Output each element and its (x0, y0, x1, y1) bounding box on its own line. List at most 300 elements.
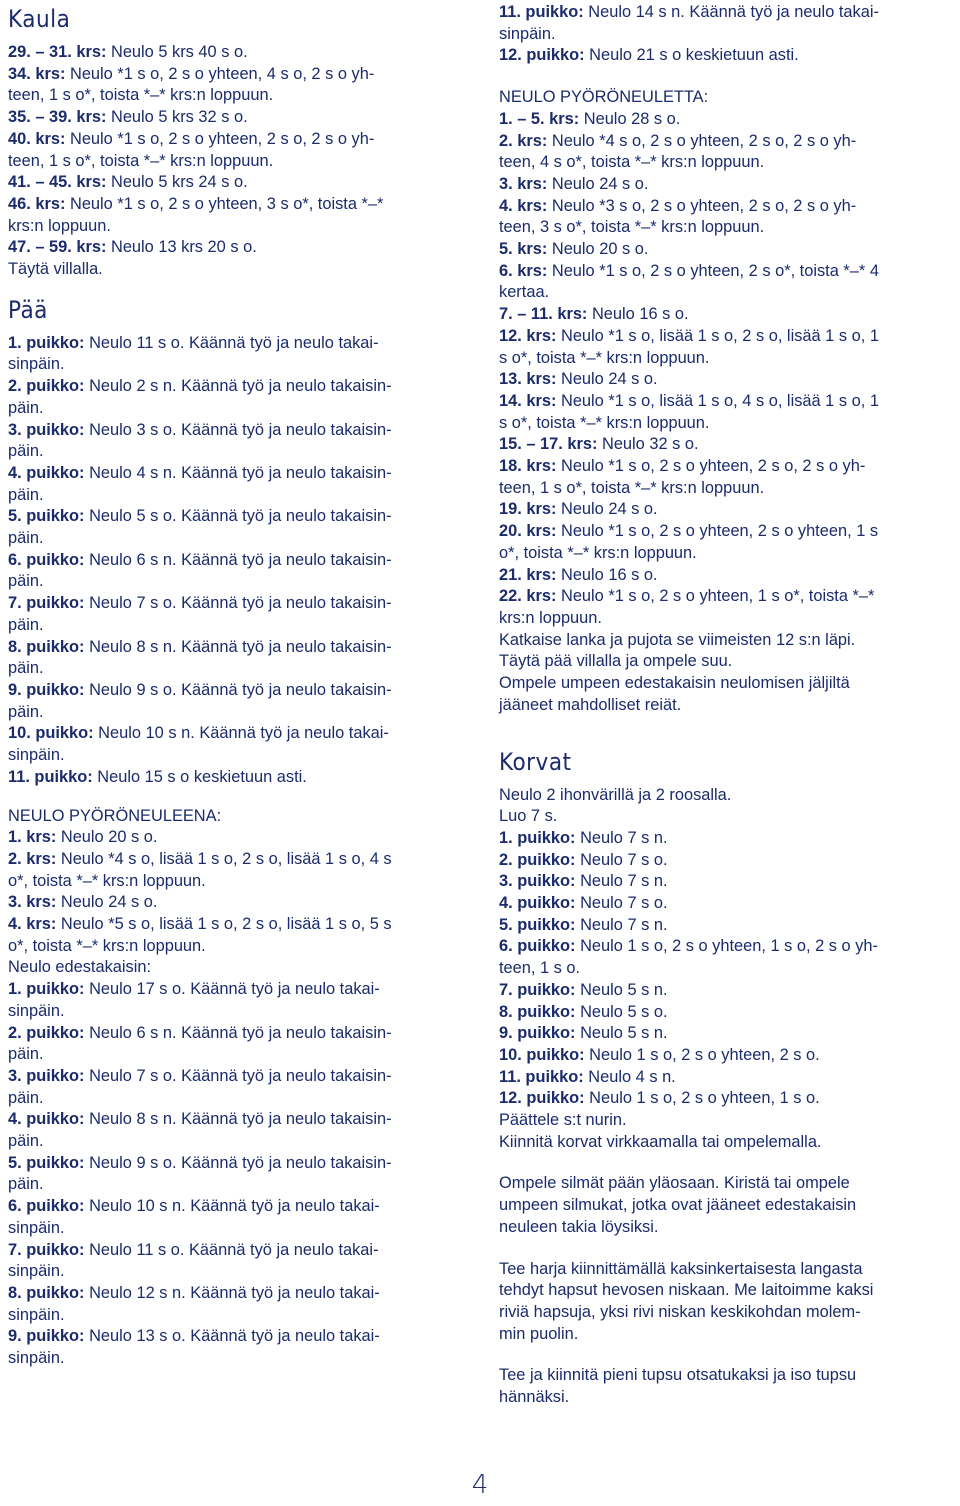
instruction-line (8, 194, 464, 216)
step-text: päin. (8, 442, 44, 461)
instruction-line (499, 304, 955, 326)
instruction-line (8, 506, 464, 528)
step-label: 15. – 17. krs: (499, 435, 598, 454)
step-text: sinpäin. (8, 355, 65, 374)
instruction-line (8, 658, 464, 680)
instruction-line (499, 499, 955, 521)
instruction-line (499, 2, 955, 24)
instruction-line (499, 565, 955, 587)
step-label: 3. puikko: (499, 872, 576, 891)
step-label: 14. krs: (499, 391, 557, 410)
instruction-line (499, 217, 955, 239)
step-label: 1. puikko: (8, 980, 85, 999)
instruction-line (499, 1067, 955, 1089)
step-label: 35. – 39. krs: (8, 108, 107, 127)
instruction-line (499, 131, 955, 153)
instruction-line (8, 827, 464, 849)
instruction-line (499, 239, 955, 261)
instruction-line (499, 651, 955, 673)
instruction-line (499, 915, 955, 937)
section (499, 2, 955, 67)
step-text: Neulo 6 s n. Käännä työ ja neulo takaisin- (84, 550, 392, 569)
instruction-line (499, 413, 955, 435)
instruction-line (499, 543, 955, 565)
instruction-line (499, 1045, 955, 1067)
step-label: 5. puikko: (8, 1153, 85, 1172)
step-text: Neulo 5 s n. (575, 1024, 668, 1043)
step-text: Ompele silmät pään yläosaan. Kiristä tai ompele (499, 1174, 850, 1193)
instruction-line (499, 958, 955, 980)
step-text: päin. (8, 1045, 44, 1064)
step-text: päin. (8, 615, 44, 634)
step-text: päin. (8, 659, 44, 678)
step-text: päin. (8, 1088, 44, 1107)
instruction-line (8, 237, 464, 259)
step-text: Neulo 32 s o. (597, 435, 699, 454)
instruction-line (8, 528, 464, 550)
step-text: Neulo 5 s n. (575, 980, 668, 999)
step-text: o*, toista *–* krs:n loppuun. (8, 936, 206, 955)
step-text: Neulo *4 s o, lisää 1 s o, 2 s o, lisää 1 s o, 4 s (56, 849, 392, 868)
instruction-line (499, 1365, 955, 1387)
instruction-line (8, 333, 464, 355)
step-label: 3. puikko: (8, 1066, 85, 1085)
step-text: Neulo 5 s o. Käännä työ ja neulo takaisin- (84, 507, 392, 526)
step-label: 6. puikko: (8, 550, 85, 569)
instruction-line (8, 216, 464, 238)
step-text: Neulo 9 s o. Käännä työ ja neulo takaisin- (84, 1153, 392, 1172)
step-text: o*, toista *–* krs:n loppuun. (8, 871, 206, 890)
step-label: 9. puikko: (8, 1327, 85, 1346)
step-text: Neulo 5 krs 32 s o. (106, 108, 248, 127)
step-text: s o*, toista *–* krs:n loppuun. (499, 413, 710, 432)
section (499, 1365, 955, 1408)
step-label: 3. krs: (499, 174, 548, 193)
instruction-line (499, 24, 955, 46)
step-text: Neulo *1 s o, 2 s o yhteen, 1 s o*, toista *–* (556, 587, 875, 606)
step-text: Neulo 7 s n. (575, 828, 668, 847)
step-label: 9. puikko: (8, 680, 85, 699)
step-text: Neulo 3 s o. Käännä työ ja neulo takaisin- (84, 420, 392, 439)
step-label: 13. krs: (499, 370, 557, 389)
step-label: 12. puikko: (499, 46, 585, 65)
instruction-line (8, 259, 464, 281)
section-heading: Kaula (8, 5, 71, 33)
step-text: Neulo *1 s o, lisää 1 s o, 2 s o, lisää 1 s o, 1 (556, 326, 879, 345)
instruction-line (8, 1109, 464, 1131)
instruction-line (499, 521, 955, 543)
step-text: krs:n loppuun. (8, 216, 111, 235)
step-text: Neulo *1 s o, lisää 1 s o, 4 s o, lisää 1 s o, 1 (556, 391, 879, 410)
step-label: 47. – 59. krs: (8, 238, 107, 257)
instruction-line (8, 354, 464, 376)
step-text: Neulo 17 s o. Käännä työ ja neulo takai- (84, 980, 380, 999)
step-label: 12. puikko: (499, 1089, 585, 1108)
instruction-line (499, 1324, 955, 1346)
step-label: 41. – 45. krs: (8, 173, 107, 192)
instruction-line (8, 745, 464, 767)
instruction-line (8, 64, 464, 86)
step-text: Kiinnitä korvat virkkaamalla tai ompelemalla. (499, 1132, 822, 1151)
step-label: 2. krs: (8, 849, 57, 868)
step-label: 1. puikko: (8, 333, 85, 352)
instruction-line (8, 767, 464, 789)
step-label: 4. krs: (499, 196, 548, 215)
instruction-line (499, 391, 955, 413)
step-label: 10. puikko: (8, 724, 94, 743)
step-text: krs:n loppuun. (499, 608, 602, 627)
step-text: Neulo 28 s o. (579, 109, 681, 128)
section-subheading: NEULO PYÖRÖNEULETTA: (499, 88, 709, 107)
step-text: Neulo 2 ihonvärillä ja 2 roosalla. (499, 785, 732, 804)
page-number: 4 (471, 1470, 489, 1500)
instruction-line (499, 608, 955, 630)
instruction-line (499, 1217, 955, 1239)
step-text: Luo 7 s. (499, 807, 558, 826)
step-text: Neulo *3 s o, 2 s o yhteen, 2 s o, 2 s o yh- (547, 196, 857, 215)
instruction-line (499, 348, 955, 370)
step-text: Neulo 7 s o. (575, 850, 668, 869)
step-text: Neulo *1 s o, 2 s o yhteen, 2 s o*, toista *–* 4 (547, 261, 879, 280)
step-text: Neulo *5 s o, lisää 1 s o, 2 s o, lisää 1 s o, 5 s (56, 915, 392, 934)
instruction-line (8, 914, 464, 936)
step-text: sinpäin. (499, 24, 556, 43)
step-text: Neulo 24 s o. (556, 370, 658, 389)
section (499, 1259, 955, 1346)
step-label: 2. krs: (499, 131, 548, 150)
instruction-line (499, 261, 955, 283)
step-label: 7. puikko: (8, 594, 85, 613)
instruction-line (8, 1088, 464, 1110)
step-text: riviä hapsuja, yksi rivi niskan keskikohdan molem- (499, 1302, 861, 1321)
instruction-line (8, 85, 464, 107)
section-heading: Korvat (499, 747, 572, 776)
step-text: Neulo 11 s o. Käännä työ ja neulo takai- (84, 333, 379, 352)
step-text: päin. (8, 529, 44, 548)
instruction-line (8, 1066, 464, 1088)
step-label: 5. krs: (499, 240, 548, 259)
step-text: päin. (8, 398, 44, 417)
instruction-line (8, 1131, 464, 1153)
step-text: Neulo 20 s o. (56, 828, 158, 847)
instruction-line (499, 1173, 955, 1195)
instruction-line (499, 586, 955, 608)
step-label: 8. puikko: (8, 1283, 85, 1302)
step-text: Neulo 11 s o. Käännä työ ja neulo takai- (84, 1240, 379, 1259)
instruction-line (499, 434, 955, 456)
instruction-line (499, 326, 955, 348)
instruction-line (8, 1001, 464, 1023)
step-text: Neulo 5 krs 24 s o. (106, 173, 248, 192)
instruction-line (499, 828, 955, 850)
step-label: 6. krs: (499, 261, 548, 280)
step-text: Neulo 12 s n. Käännä työ ja neulo takai- (84, 1283, 380, 1302)
instruction-line (8, 376, 464, 398)
instruction-line (8, 172, 464, 194)
instruction-line (499, 1023, 955, 1045)
step-text: Neulo 7 s o. (575, 894, 668, 913)
step-text: Neulo 21 s o keskietuun asti. (584, 46, 799, 65)
step-text: Neulo 4 s n. Käännä työ ja neulo takaisin- (84, 463, 392, 482)
section (499, 1173, 955, 1238)
step-label: 4. krs: (8, 915, 57, 934)
section (499, 87, 955, 716)
step-text: Neulo 2 s n. Käännä työ ja neulo takaisin- (84, 377, 392, 396)
section-heading: Pää (8, 295, 48, 324)
step-label: 19. krs: (499, 500, 557, 519)
step-label: 1. – 5. krs: (499, 109, 580, 128)
step-label: 4. puikko: (8, 1110, 85, 1129)
section (8, 4, 464, 281)
instruction-line (499, 1280, 955, 1302)
instruction-line (8, 849, 464, 871)
instruction-line (499, 1002, 955, 1024)
instruction-line (8, 1348, 464, 1370)
step-text: Neulo 5 krs 40 s o. (106, 43, 248, 61)
step-label: 4. puikko: (8, 463, 85, 482)
step-text: teen, 1 s o*, toista *–* krs:n loppuun. (8, 86, 274, 105)
step-text: päin. (8, 1132, 44, 1151)
step-text: min puolin. (499, 1324, 579, 1343)
step-text: s o*, toista *–* krs:n loppuun. (499, 348, 710, 367)
instruction-line (8, 1326, 464, 1348)
step-label: 34. krs: (8, 64, 66, 83)
instruction-line (499, 1088, 955, 1110)
instruction-line (8, 1023, 464, 1045)
instruction-line (8, 1261, 464, 1283)
instruction-line (499, 980, 955, 1002)
step-text: päin. (8, 1175, 44, 1194)
instruction-line (499, 1259, 955, 1281)
instruction-line (8, 936, 464, 958)
step-text: Ompele umpeen edestakaisin neulomisen jäljiltä (499, 674, 850, 693)
step-text: Neulo 24 s o. (547, 174, 649, 193)
step-text: kertaa. (499, 283, 550, 302)
step-text: o*, toista *–* krs:n loppuun. (499, 543, 697, 562)
step-text: Neulo 7 s o. Käännä työ ja neulo takaisin- (84, 594, 392, 613)
instruction-line (8, 550, 464, 572)
instruction-line (499, 893, 955, 915)
instruction-line (499, 456, 955, 478)
step-text: päin. (8, 572, 44, 591)
step-text: Neulo 6 s n. Käännä työ ja neulo takaisin- (84, 1023, 392, 1042)
instruction-line (499, 1302, 955, 1324)
step-label: 46. krs: (8, 194, 66, 213)
step-text: Neulo *4 s o, 2 s o yhteen, 2 s o, 2 s o yh- (547, 131, 857, 150)
instruction-line (499, 785, 955, 807)
step-text: teen, 4 s o*, toista *–* krs:n loppuun. (499, 153, 765, 172)
instruction-line (8, 485, 464, 507)
step-text: teen, 3 s o*, toista *–* krs:n loppuun. (499, 218, 765, 237)
section (8, 295, 464, 789)
step-text: Tee harja kiinnittämällä kaksinkertaisesta langasta (499, 1259, 863, 1278)
instruction-line (8, 1044, 464, 1066)
instruction-line (499, 1110, 955, 1132)
step-text: Neulo 4 s n. (583, 1067, 676, 1086)
step-text: teen, 1 s o*, toista *–* krs:n loppuun. (8, 151, 274, 170)
step-text: Katkaise lanka ja pujota se viimeisten 12 s:n läpi. (499, 630, 856, 649)
step-text: Päättele s:t nurin. (499, 1111, 627, 1130)
step-text: Neulo 1 s o, 2 s o yhteen, 1 s o, 2 s o yh- (575, 937, 878, 956)
step-text: Neulo 8 s n. Käännä työ ja neulo takaisin- (84, 637, 392, 656)
step-text: umpeen silmukat, jotka ovat jääneet edestakaisin (499, 1196, 857, 1215)
instruction-line (499, 369, 955, 391)
instruction-line (8, 871, 464, 893)
step-label: 7. – 11. krs: (499, 305, 588, 324)
step-label: 22. krs: (499, 587, 557, 606)
step-label: 11. puikko: (499, 1067, 584, 1086)
instruction-line (8, 571, 464, 593)
step-text: hännäksi. (499, 1388, 570, 1407)
instruction-line (8, 702, 464, 724)
right-column (499, 2, 955, 1409)
step-text: Neulo edestakaisin: (8, 958, 152, 977)
instruction-line (499, 1387, 955, 1409)
step-text: Neulo *1 s o, 2 s o yhteen, 2 s o, 2 s o yh- (556, 457, 866, 476)
section-subheading: NEULO PYÖRÖNEULEENA: (8, 806, 222, 825)
step-label: 6. puikko: (499, 937, 576, 956)
instruction-line (499, 109, 955, 131)
step-text: Neulo 20 s o. (547, 240, 649, 259)
step-label: 8. puikko: (8, 637, 85, 656)
instruction-line (499, 871, 955, 893)
instruction-line (8, 1305, 464, 1327)
instruction-line (499, 196, 955, 218)
step-text: Neulo 7 s n. (575, 915, 668, 934)
step-text: Neulo 16 s o. (587, 305, 689, 324)
step-text: Neulo *1 s o, 2 s o yhteen, 3 s o*, toista *–* (65, 194, 384, 213)
step-label: 6. puikko: (8, 1197, 85, 1216)
step-text: päin. (8, 702, 44, 721)
instruction-line (8, 1153, 464, 1175)
instruction-line (8, 42, 464, 64)
step-text: jääneet mahdolliset reiät. (499, 695, 682, 714)
instruction-line (8, 723, 464, 745)
step-label: 7. puikko: (8, 1240, 85, 1259)
instruction-line (499, 850, 955, 872)
instruction-line (8, 593, 464, 615)
step-text: Neulo 24 s o. (56, 893, 158, 912)
instruction-line (499, 806, 955, 828)
instruction-line (499, 1195, 955, 1217)
section (8, 806, 464, 1370)
step-text: päin. (8, 485, 44, 504)
step-label: 11. puikko: (499, 3, 584, 21)
instruction-line (8, 1174, 464, 1196)
step-label: 2. puikko: (8, 1023, 85, 1042)
instruction-line (8, 107, 464, 129)
step-text: teen, 1 s o*, toista *–* krs:n loppuun. (499, 478, 765, 497)
step-text: Neulo 10 s n. Käännä työ ja neulo takai- (93, 724, 389, 743)
instruction-line (499, 673, 955, 695)
instruction-line (8, 420, 464, 442)
step-text: Neulo *1 s o, 2 s o yhteen, 2 s o, 2 s o yh- (65, 129, 375, 148)
step-label: 29. – 31. krs: (8, 43, 107, 61)
step-text: Täytä villalla. (8, 260, 103, 279)
step-text: Neulo 9 s o. Käännä työ ja neulo takaisin- (84, 680, 392, 699)
step-label: 3. puikko: (8, 420, 85, 439)
left-column (8, 4, 464, 1370)
step-label: 2. puikko: (499, 850, 576, 869)
step-text: teen, 1 s o. (499, 959, 581, 978)
step-text: Neulo 10 s n. Käännä työ ja neulo takai- (84, 1197, 380, 1216)
step-text: Neulo 7 s o. Käännä työ ja neulo takaisin- (84, 1066, 392, 1085)
step-label: 12. krs: (499, 326, 557, 345)
step-text: Neulo *1 s o, 2 s o yhteen, 4 s o, 2 s o yh- (65, 64, 375, 83)
instruction-line (8, 129, 464, 151)
instruction-line (499, 695, 955, 717)
step-text: tehdyt hapsut hevosen niskaan. Me laitoimme kaksi (499, 1281, 874, 1300)
instruction-line (8, 637, 464, 659)
step-label: 1. krs: (8, 828, 57, 847)
instruction-line (499, 478, 955, 500)
step-text: Neulo 13 s o. Käännä työ ja neulo takai- (84, 1327, 380, 1346)
step-text: Neulo 7 s n. (575, 872, 668, 891)
instruction-line (8, 1240, 464, 1262)
instruction-line (499, 936, 955, 958)
instruction-line (8, 680, 464, 702)
step-text: Neulo *1 s o, 2 s o yhteen, 2 s o yhteen, 1 s (556, 522, 879, 541)
instruction-line (8, 979, 464, 1001)
step-label: 20. krs: (499, 522, 557, 541)
step-text: Neulo 15 s o keskietuun asti. (92, 767, 307, 786)
step-text: sinpäin. (8, 746, 65, 765)
step-label: 10. puikko: (499, 1045, 585, 1064)
step-label: 4. puikko: (499, 894, 576, 913)
instruction-line (8, 1196, 464, 1218)
step-text: Neulo 13 krs 20 s o. (106, 238, 257, 257)
step-label: 5. puikko: (8, 507, 85, 526)
step-label: 9. puikko: (499, 1024, 576, 1043)
step-label: 7. puikko: (499, 980, 576, 999)
step-text: Neulo 1 s o, 2 s o yhteen, 1 s o. (584, 1089, 820, 1108)
instruction-line (499, 152, 955, 174)
step-text: sinpäin. (8, 1001, 65, 1020)
instruction-line (8, 892, 464, 914)
instruction-line (499, 45, 955, 67)
instruction-line (8, 957, 464, 979)
step-label: 40. krs: (8, 129, 66, 148)
instruction-line (499, 174, 955, 196)
step-label: 18. krs: (499, 457, 557, 476)
instruction-line (8, 151, 464, 173)
step-text: sinpäin. (8, 1305, 65, 1324)
step-text: Tee ja kiinnitä pieni tupsu otsatukaksi ja iso tupsu (499, 1366, 857, 1385)
instruction-line (8, 441, 464, 463)
step-text: Täytä pää villalla ja ompele suu. (499, 652, 733, 671)
step-text: Neulo 14 s n. Käännä työ ja neulo takai- (583, 3, 879, 21)
step-label: 11. puikko: (8, 767, 93, 786)
step-text: Neulo 24 s o. (556, 500, 658, 519)
step-text: Neulo 16 s o. (556, 565, 658, 584)
step-text: Neulo 5 s o. (575, 1002, 668, 1021)
instruction-line (8, 463, 464, 485)
step-text: sinpäin. (8, 1349, 65, 1368)
section (499, 747, 955, 1154)
instruction-line (499, 1132, 955, 1154)
step-label: 1. puikko: (499, 828, 576, 847)
step-label: 8. puikko: (499, 1002, 576, 1021)
step-label: 5. puikko: (499, 915, 576, 934)
step-label: 2. puikko: (8, 377, 85, 396)
step-label: 3. krs: (8, 893, 57, 912)
instruction-line (8, 1283, 464, 1305)
instruction-line (499, 630, 955, 652)
step-text: Neulo 8 s n. Käännä työ ja neulo takaisin- (84, 1110, 392, 1129)
step-text: sinpäin. (8, 1218, 65, 1237)
instruction-line (8, 1218, 464, 1240)
instruction-line (8, 398, 464, 420)
